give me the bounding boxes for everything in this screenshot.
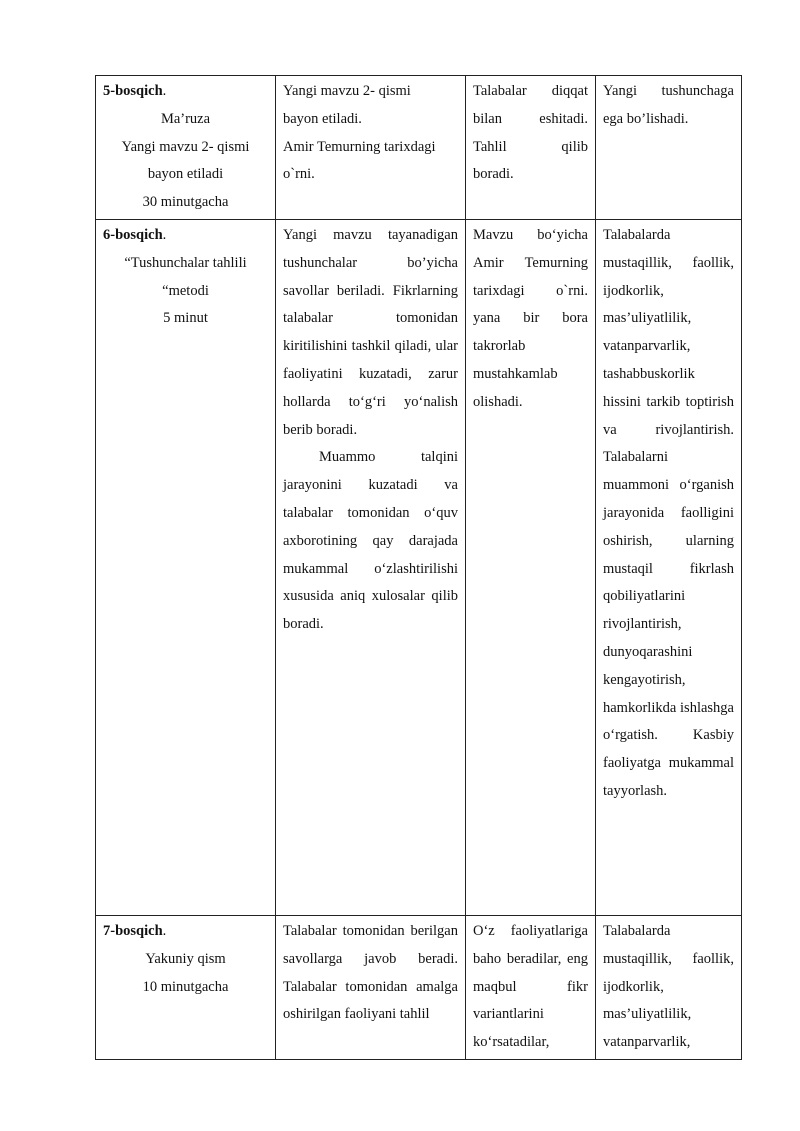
student-paragraph: Mavzu bo‘yicha Amir Temurning tarixdagi o`rni. yana bir bora takrorlab mustahkamlab olishadi.: [473, 226, 588, 410]
stage-cell: 6-bosqich. “Tushunchalar tahlili “metodi 5 minut: [96, 219, 276, 915]
stage-line: 30 minutgacha: [142, 194, 229, 211]
table-row: [96, 76, 742, 220]
result-paragraph: Talabalarda mustaqillik, faollik, ijodkorlik, mas’uliyatlilik, vatanparvarlik,: [603, 922, 734, 1051]
table-row: [96, 219, 742, 915]
text-line: Yangi tushunchaga: [603, 83, 734, 99]
stage-title: 7-bosqich: [103, 922, 163, 939]
student-activity-cell: [466, 219, 596, 915]
text-line: Talabalar diqqat: [473, 83, 588, 99]
result-cell: [596, 219, 742, 915]
lesson-plan-table: [95, 75, 742, 1060]
result-cell: [596, 915, 742, 1059]
text-line: Tahlil qilib: [473, 138, 588, 155]
stage-line: Yakuniy qism: [145, 950, 226, 967]
teacher-paragraph: Yangi mavzu tayanadigan tushunchalar bo’yicha savollar beriladi. Fikrlarning talabalar tomonidan kiritilishini tashkil qiladi, ular faoliyatini kuzatadi, zarur hollarda to‘g‘ri yo‘nalish berib boradi.: [283, 226, 458, 438]
text-line: o`rni.: [283, 166, 315, 183]
student-paragraph: O‘z faoliyatlariga baho beradilar, eng maqbul fikr variantlarini ko‘rsatadilar,: [473, 922, 588, 1051]
result-cell: [596, 76, 742, 220]
text-line: Yangi mavzu 2- qismi: [283, 83, 411, 99]
text-line: ega bo’lishadi.: [603, 110, 689, 127]
stage-line: 10 minutgacha: [142, 978, 229, 995]
stage-line: “Tushunchalar tahlili “metodi: [124, 254, 247, 299]
stage-title: 5-bosqich: [103, 83, 163, 99]
text-line: boradi.: [473, 166, 514, 183]
teacher-activity-cell: [276, 915, 466, 1059]
text-line: bayon etiladi.: [283, 110, 362, 127]
stage-line: Yangi mavzu 2- qismi bayon etiladi: [121, 138, 250, 183]
teacher-activity-cell: [276, 76, 466, 220]
table-row: [96, 915, 742, 1059]
stage-cell: 5-bosqich. Ma’ruza Yangi mavzu 2- qismi bayon etiladi 30 minutgacha: [96, 76, 276, 220]
stage-line: Ma’ruza: [160, 110, 211, 127]
teacher-paragraph: Muammo talqini jarayonini kuzatadi va talabalar tomonidan o‘quv axborotining qay darajada mukammal o‘zlashtirilishi xususida aniq xulosalar qilib boradi.: [283, 449, 458, 633]
stage-title: 6-bosqich: [103, 226, 163, 243]
text-line: bilan eshitadi.: [473, 110, 588, 127]
teacher-paragraph: Talabalar tomonidan berilgan savollarga javob beradi. Talabalar tomonidan amalga oshirilgan faoliyani tahlil: [283, 922, 458, 1023]
student-activity-cell: [466, 915, 596, 1059]
stage-cell: 7-bosqich. Yakuniy qism 10 minutgacha: [96, 915, 276, 1059]
result-paragraph: Talabalarda mustaqillik, faollik, ijodkorlik, mas’uliyatlilik, vatanparvarlik, tashabbuskorlik hissini tarkib toptirish va rivojlantirish. Talabalarni muammoni o‘rganish jarayonida faolligini oshirish, ularning mustaqil fikrlash qobiliyatlarini rivojlantirish, dunyoqarashini kengayotirish, hamkorlikda ishlashga o‘rgatish. Kasbiy faoliyatga mukammal tayyorlash.: [603, 226, 734, 799]
teacher-activity-cell: [276, 219, 466, 915]
text-line: Amir Temurning tarixdagi: [283, 138, 436, 155]
stage-line: 5 minut: [163, 310, 208, 327]
student-activity-cell: [466, 76, 596, 220]
